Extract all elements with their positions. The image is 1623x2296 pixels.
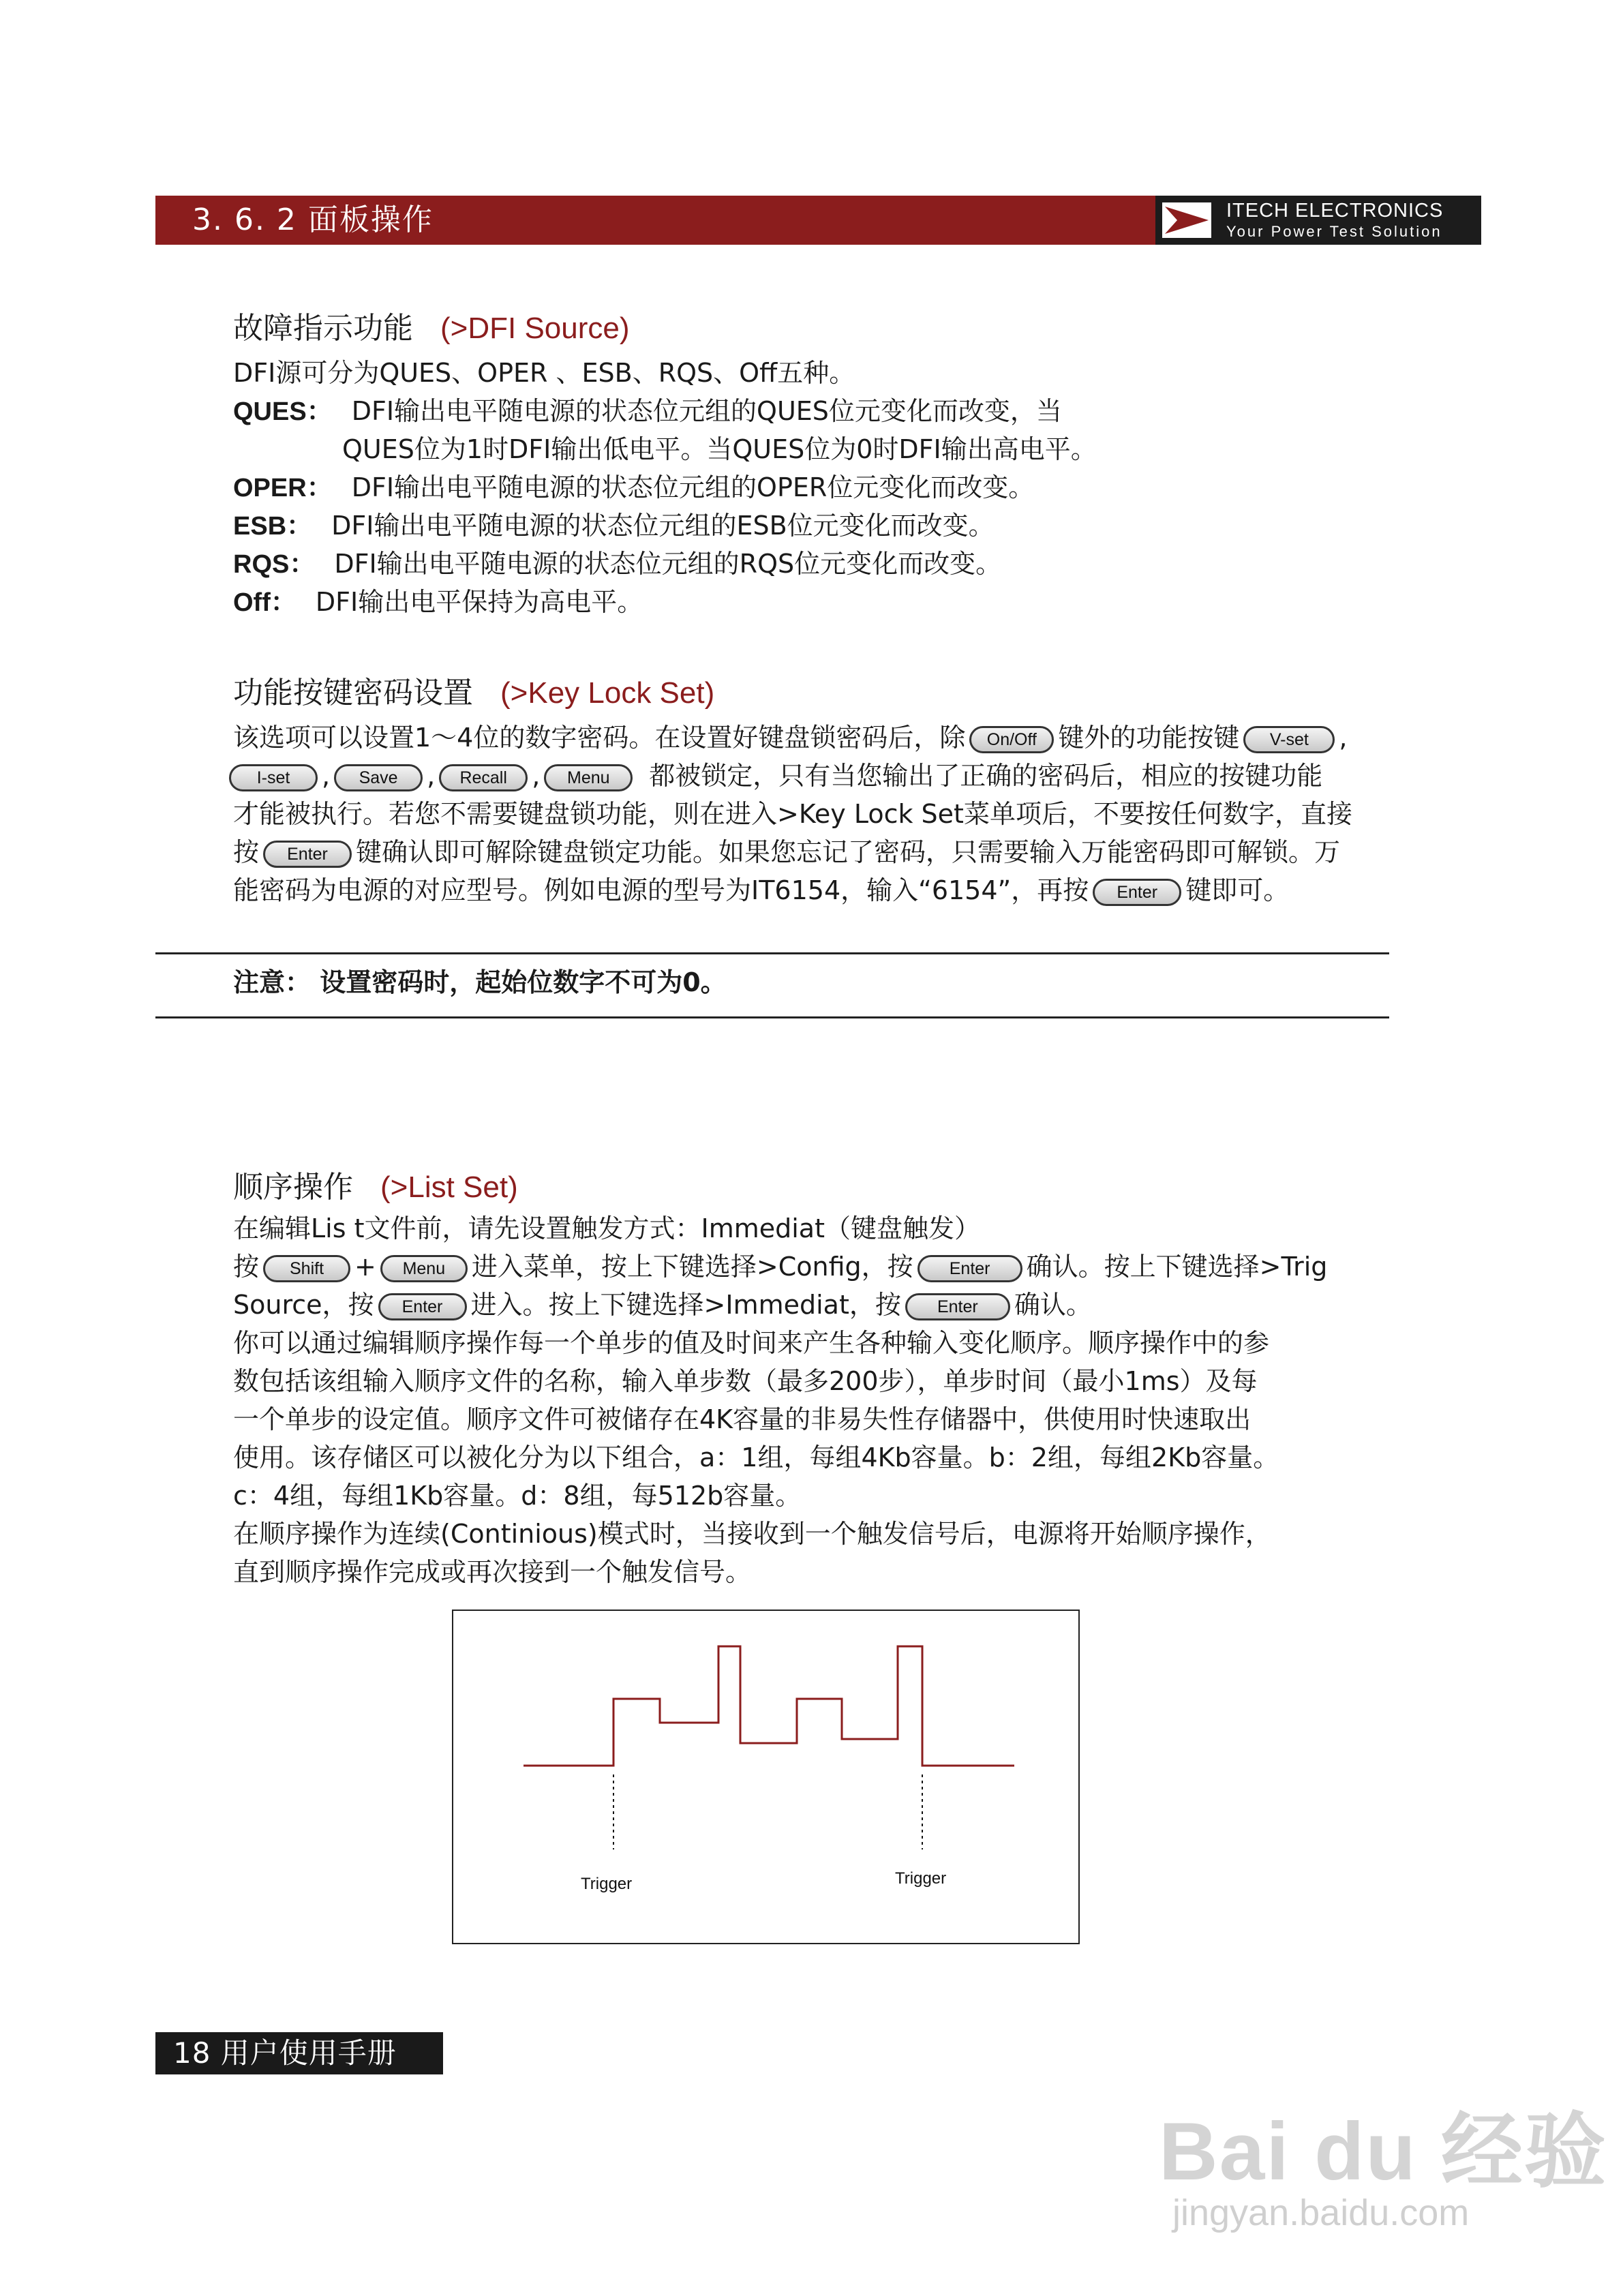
- sequence-waveform: [524, 1646, 1014, 1766]
- dfi-item-text: DFI输出电平随电源的状态位元组的ESB位元变化而改变。: [331, 511, 995, 541]
- brand-name: ITECH ELECTRONICS: [1226, 200, 1444, 222]
- list-sequence-diagram: [452, 1610, 1080, 1944]
- brand-tagline: Your Power Test Solution: [1226, 223, 1442, 240]
- dfi-item-label: RQS：: [233, 550, 316, 579]
- keylock-line-5: [233, 871, 1289, 909]
- keylock-title-cn: 功能按键密码设置: [233, 676, 473, 710]
- dfi-title-en: (>DFI Source): [440, 312, 630, 345]
- list-paragraph-line: 一个单步的设定值。顺序文件可被储存在4K容量的非易失性存储器中，供使用时快速取出: [233, 1404, 1252, 1434]
- text-run: 按: [233, 837, 260, 867]
- list-line-3: [233, 1286, 1092, 1324]
- separator: ,: [427, 761, 436, 791]
- list-paragraph-line: 使用。该存储区可以被化分为以下组合，a：1组，每组4Kb容量。b：2组，每组2Kb容量。: [233, 1442, 1279, 1472]
- dfi-item-label: QUES：: [233, 397, 333, 426]
- list-paragraph-line: 在顺序操作为连续(Continious)模式时，当接收到一个触发信号后，电源将开始顺序操作，: [233, 1519, 1271, 1549]
- list-paragraph-line: 直到顺序操作完成或再次接到一个触发信号。: [233, 1557, 752, 1587]
- text-run: 确认。按上下键选择>Trig: [1026, 1252, 1328, 1282]
- keylock-line-1: [233, 719, 1347, 757]
- dfi-item: [233, 545, 1001, 584]
- dfi-item: [233, 583, 643, 622]
- dfi-title-cn: 故障指示功能: [233, 311, 413, 346]
- dfi-item-text: DFI输出电平保持为高电平。: [315, 587, 643, 617]
- trigger-label-1: Trigger: [581, 1875, 633, 1893]
- dfi-item-text: DFI输出电平随电源的状态位元组的OPER位元变化而改变。: [351, 472, 1035, 502]
- save-key: Save: [334, 764, 423, 791]
- keylock-note: 注意： 设置密码时，起始位数字不可为0。: [233, 967, 727, 997]
- text-run: 确认。: [1014, 1290, 1092, 1320]
- note-rule-bottom: [155, 1016, 1389, 1018]
- page-footer-label: 18 用户使用手册: [173, 2036, 397, 2070]
- text-run: 键外的功能按键: [1058, 723, 1240, 753]
- dfi-item: [233, 468, 1034, 507]
- dfi-item: [233, 392, 1062, 431]
- list-line-2: [233, 1248, 1327, 1286]
- separator: ,: [532, 761, 541, 791]
- iset-key: I-set: [229, 764, 318, 791]
- baidu-watermark-logo: Bai du 经验: [1159, 2106, 1608, 2197]
- keylock-line-4: [233, 833, 1340, 871]
- enter-key: Enter: [263, 841, 352, 868]
- dfi-item-label: Off：: [233, 588, 297, 617]
- enter-key: Enter: [905, 1293, 1010, 1320]
- text-run: 按: [233, 1252, 260, 1282]
- dfi-item-text: DFI输出电平随电源的状态位元组的QUES位元变化而改变，当: [351, 396, 1062, 426]
- enter-key: Enter: [1093, 879, 1181, 906]
- trigger-label-2: Trigger: [895, 1869, 947, 1888]
- text-run: 进入菜单，按上下键选择>Config，按: [471, 1252, 913, 1282]
- section-title: 3. 6. 2 面板操作: [192, 202, 434, 237]
- text-run: 键即可。: [1185, 875, 1290, 905]
- list-paragraph-line: 你可以通过编辑顺序操作每一个单步的值及时间来产生各种输入变化顺序。顺序操作中的参: [233, 1328, 1270, 1358]
- keylock-line-3: 才能被执行。若您不需要键盘锁功能，则在进入>Key Lock Set菜单项后，不要按任何数字，直接: [233, 799, 1352, 829]
- menu-key: Menu: [544, 764, 633, 791]
- dfi-item: [233, 507, 995, 545]
- text-run: Source，按: [233, 1290, 374, 1320]
- shift-key: Shift: [263, 1255, 350, 1282]
- baidu-watermark-url: jingyan.baidu.com: [1172, 2192, 1470, 2233]
- list-heading: [233, 1162, 518, 1206]
- list-line-1: 在编辑Lis t文件前，请先设置触发方式：Immediat（键盘触发）: [233, 1213, 980, 1243]
- dfi-intro: DFI源可分为QUES、OPER 、ESB、RQS、Off五种。: [233, 358, 855, 388]
- keylock-line-2: [225, 757, 1322, 795]
- list-title-cn: 顺序操作: [233, 1170, 353, 1205]
- list-paragraph-line: c：4组，每组1Kb容量。d：8组，每512b容量。: [233, 1481, 802, 1511]
- text-run: 进入。按上下键选择>Immediat，按: [470, 1290, 901, 1320]
- enter-key: Enter: [378, 1293, 467, 1320]
- separator: ,: [322, 761, 331, 791]
- enter-key: Enter: [917, 1255, 1022, 1282]
- keylock-title-en: (>Key Lock Set): [500, 676, 715, 710]
- text-run: ,: [1339, 723, 1348, 753]
- brand-logo: [1155, 196, 1481, 245]
- menu-key: Menu: [380, 1255, 468, 1282]
- text-run: 都被锁定，只有当您输出了正确的密码后，相应的按键功能: [649, 761, 1323, 791]
- dfi-item-text: DFI输出电平随电源的状态位元组的RQS位元变化而改变。: [334, 549, 1002, 579]
- text-run: 该选项可以设置1～4位的数字密码。在设置好键盘锁密码后，除: [233, 723, 966, 753]
- dfi-item-label: ESB：: [233, 512, 313, 541]
- plus-sign: +: [354, 1252, 376, 1282]
- itech-logo-icon: [1162, 202, 1211, 238]
- list-title-en: (>List Set): [380, 1170, 518, 1204]
- note-rule-top: [155, 952, 1389, 954]
- text-run: 能密码为电源的对应型号。例如电源的型号为IT6154，输入“6154”，再按: [233, 875, 1089, 905]
- text-run: 键确认即可解除键盘锁定功能。如果您忘记了密码，只需要输入万能密码即可解锁。万: [356, 837, 1341, 867]
- vset-key: V-set: [1243, 726, 1335, 753]
- keylock-heading: [233, 668, 714, 712]
- waveform-svg: [453, 1611, 1078, 1943]
- recall-key: Recall: [439, 764, 528, 791]
- dfi-heading: [233, 303, 630, 347]
- onoff-key: On/Off: [969, 726, 1054, 753]
- list-paragraph-line: 数包括该组输入顺序文件的名称，输入单步数（最多200步），单步时间（最小1ms）及每: [233, 1366, 1258, 1396]
- dfi-item-label: OPER：: [233, 474, 333, 502]
- dfi-item-continued: QUES位为1时DFI输出低电平。当QUES位为0时DFI输出高电平。: [342, 434, 1097, 464]
